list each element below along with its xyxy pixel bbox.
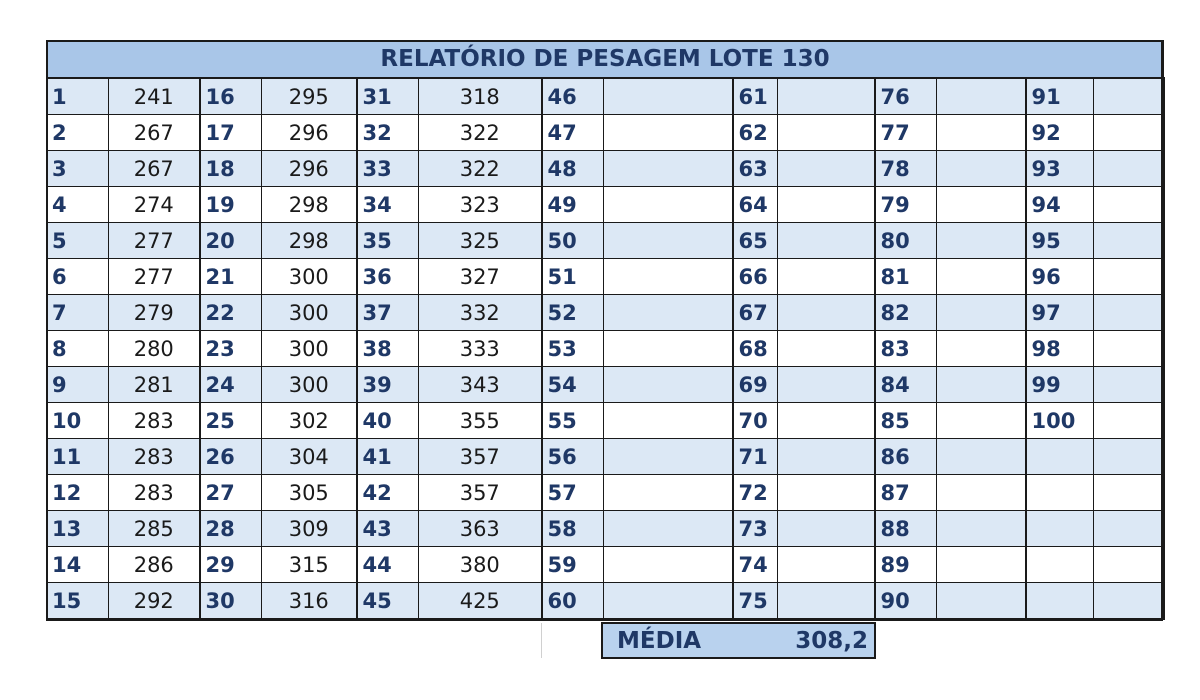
animal-number-cell: 6 xyxy=(47,259,109,295)
weight-cell: 355 xyxy=(419,403,542,439)
animal-number-cell: 44 xyxy=(357,547,419,583)
weight-cell xyxy=(604,78,733,115)
animal-number-cell: 97 xyxy=(1026,295,1094,331)
animal-number-cell: 36 xyxy=(357,259,419,295)
animal-number-cell: 4 xyxy=(47,187,109,223)
animal-number-cell xyxy=(1026,583,1094,620)
animal-number-cell: 77 xyxy=(875,115,937,151)
animal-number-cell: 88 xyxy=(875,511,937,547)
weight-cell: 425 xyxy=(419,583,542,620)
animal-number-cell: 24 xyxy=(200,367,262,403)
weight-cell: 283 xyxy=(109,403,200,439)
weight-cell: 332 xyxy=(419,295,542,331)
weight-cell xyxy=(778,583,875,620)
animal-number-cell: 42 xyxy=(357,475,419,511)
weight-cell xyxy=(604,583,733,620)
weight-cell xyxy=(1094,115,1164,151)
animal-number-cell: 92 xyxy=(1026,115,1094,151)
weight-cell: 298 xyxy=(262,223,357,259)
animal-number-cell: 3 xyxy=(47,151,109,187)
weight-cell xyxy=(778,547,875,583)
animal-number-cell: 15 xyxy=(47,583,109,620)
animal-number-cell: 56 xyxy=(542,439,604,475)
animal-number-cell: 7 xyxy=(47,295,109,331)
animal-number-cell: 62 xyxy=(733,115,778,151)
weight-cell xyxy=(778,439,875,475)
weight-cell: 280 xyxy=(109,331,200,367)
average-label: MÉDIA xyxy=(617,627,702,654)
weight-cell: 295 xyxy=(262,78,357,115)
animal-number-cell: 45 xyxy=(357,583,419,620)
animal-number-cell: 20 xyxy=(200,223,262,259)
table-row xyxy=(47,511,1164,547)
weight-cell xyxy=(778,151,875,187)
weight-cell xyxy=(937,115,1026,151)
animal-number-cell: 31 xyxy=(357,78,419,115)
animal-number-cell: 39 xyxy=(357,367,419,403)
weight-cell xyxy=(937,331,1026,367)
weight-cell xyxy=(937,223,1026,259)
weight-cell xyxy=(778,475,875,511)
table-row xyxy=(47,367,1164,403)
animal-number-cell: 14 xyxy=(47,547,109,583)
animal-number-cell: 28 xyxy=(200,511,262,547)
animal-number-cell: 99 xyxy=(1026,367,1094,403)
report-title: RELATÓRIO DE PESAGEM LOTE 130 xyxy=(47,41,1164,79)
weight-cell xyxy=(604,439,733,475)
weight-cell: 292 xyxy=(109,583,200,620)
weight-cell: 281 xyxy=(109,367,200,403)
weight-cell: 300 xyxy=(262,295,357,331)
animal-number-cell: 82 xyxy=(875,295,937,331)
weight-cell xyxy=(1094,583,1164,620)
weight-cell: 333 xyxy=(419,331,542,367)
animal-number-cell: 51 xyxy=(542,259,604,295)
animal-number-cell: 84 xyxy=(875,367,937,403)
animal-number-cell: 73 xyxy=(733,511,778,547)
animal-number-cell: 34 xyxy=(357,187,419,223)
weight-cell xyxy=(1094,367,1164,403)
animal-number-cell: 65 xyxy=(733,223,778,259)
animal-number-cell: 79 xyxy=(875,187,937,223)
table-row xyxy=(47,583,1164,620)
weight-cell: 277 xyxy=(109,223,200,259)
animal-number-cell: 30 xyxy=(200,583,262,620)
weight-cell: 286 xyxy=(109,547,200,583)
weight-cell: 316 xyxy=(262,583,357,620)
weight-cell: 309 xyxy=(262,511,357,547)
animal-number-cell: 78 xyxy=(875,151,937,187)
animal-number-cell: 83 xyxy=(875,331,937,367)
average-value: 308,2 xyxy=(795,627,868,654)
animal-number-cell: 1 xyxy=(47,78,109,115)
animal-number-cell: 41 xyxy=(357,439,419,475)
weight-cell xyxy=(937,439,1026,475)
animal-number-cell: 60 xyxy=(542,583,604,620)
weighing-report-table xyxy=(46,40,1165,620)
weight-cell xyxy=(1094,187,1164,223)
animal-number-cell: 17 xyxy=(200,115,262,151)
weight-cell xyxy=(778,187,875,223)
animal-number-cell: 61 xyxy=(733,78,778,115)
weight-cell: 322 xyxy=(419,151,542,187)
animal-number-cell: 59 xyxy=(542,547,604,583)
animal-number-cell: 5 xyxy=(47,223,109,259)
animal-number-cell: 85 xyxy=(875,403,937,439)
animal-number-cell: 21 xyxy=(200,259,262,295)
animal-number-cell: 48 xyxy=(542,151,604,187)
weight-cell xyxy=(604,187,733,223)
animal-number-cell: 66 xyxy=(733,259,778,295)
weight-cell xyxy=(778,403,875,439)
weight-cell: 302 xyxy=(262,403,357,439)
animal-number-cell: 57 xyxy=(542,475,604,511)
animal-number-cell: 32 xyxy=(357,115,419,151)
animal-number-cell: 91 xyxy=(1026,78,1094,115)
average-box xyxy=(601,622,876,659)
weight-cell: 343 xyxy=(419,367,542,403)
table-row xyxy=(47,403,1164,439)
animal-number-cell: 46 xyxy=(542,78,604,115)
animal-number-cell: 13 xyxy=(47,511,109,547)
weight-cell: 300 xyxy=(262,259,357,295)
weight-cell xyxy=(937,259,1026,295)
weight-cell: 325 xyxy=(419,223,542,259)
weight-cell xyxy=(604,475,733,511)
table-row xyxy=(47,151,1164,187)
weight-cell: 322 xyxy=(419,115,542,151)
animal-number-cell: 68 xyxy=(733,331,778,367)
weight-cell xyxy=(604,367,733,403)
animal-number-cell: 27 xyxy=(200,475,262,511)
animal-number-cell: 87 xyxy=(875,475,937,511)
weight-cell xyxy=(604,259,733,295)
animal-number-cell: 80 xyxy=(875,223,937,259)
weight-cell: 296 xyxy=(262,151,357,187)
weight-cell: 279 xyxy=(109,295,200,331)
animal-number-cell: 25 xyxy=(200,403,262,439)
table-row xyxy=(47,439,1164,475)
animal-number-cell: 69 xyxy=(733,367,778,403)
table-row xyxy=(47,547,1164,583)
animal-number-cell: 100 xyxy=(1026,403,1094,439)
weight-cell xyxy=(778,331,875,367)
table-row xyxy=(47,475,1164,511)
table-row xyxy=(47,115,1164,151)
animal-number-cell: 8 xyxy=(47,331,109,367)
table-row xyxy=(47,295,1164,331)
weight-cell: 304 xyxy=(262,439,357,475)
weight-cell: 315 xyxy=(262,547,357,583)
weight-cell xyxy=(937,151,1026,187)
weight-cell xyxy=(937,187,1026,223)
weight-cell xyxy=(604,115,733,151)
animal-number-cell xyxy=(1026,547,1094,583)
animal-number-cell: 37 xyxy=(357,295,419,331)
animal-number-cell: 47 xyxy=(542,115,604,151)
animal-number-cell: 23 xyxy=(200,331,262,367)
weight-cell xyxy=(778,115,875,151)
animal-number-cell: 58 xyxy=(542,511,604,547)
animal-number-cell: 35 xyxy=(357,223,419,259)
animal-number-cell: 93 xyxy=(1026,151,1094,187)
weight-cell: 296 xyxy=(262,115,357,151)
weight-cell: 274 xyxy=(109,187,200,223)
weight-cell xyxy=(1094,403,1164,439)
animal-number-cell: 96 xyxy=(1026,259,1094,295)
weight-cell xyxy=(937,583,1026,620)
weight-cell: 267 xyxy=(109,151,200,187)
weight-cell: 277 xyxy=(109,259,200,295)
weight-cell: 363 xyxy=(419,511,542,547)
animal-number-cell: 19 xyxy=(200,187,262,223)
animal-number-cell: 76 xyxy=(875,78,937,115)
weight-cell: 283 xyxy=(109,475,200,511)
weight-cell xyxy=(778,78,875,115)
weight-cell xyxy=(604,511,733,547)
animal-number-cell: 22 xyxy=(200,295,262,331)
animal-number-cell: 26 xyxy=(200,439,262,475)
animal-number-cell: 55 xyxy=(542,403,604,439)
animal-number-cell: 70 xyxy=(733,403,778,439)
weight-cell: 327 xyxy=(419,259,542,295)
weight-cell xyxy=(604,403,733,439)
animal-number-cell: 50 xyxy=(542,223,604,259)
animal-number-cell: 54 xyxy=(542,367,604,403)
weight-cell xyxy=(937,367,1026,403)
faint-gridline xyxy=(541,623,542,658)
weight-cell: 267 xyxy=(109,115,200,151)
weight-cell xyxy=(604,331,733,367)
weight-cell xyxy=(937,511,1026,547)
animal-number-cell: 40 xyxy=(357,403,419,439)
weight-cell xyxy=(937,78,1026,115)
animal-number-cell: 49 xyxy=(542,187,604,223)
animal-number-cell: 89 xyxy=(875,547,937,583)
weight-cell: 323 xyxy=(419,187,542,223)
weight-cell xyxy=(1094,295,1164,331)
animal-number-cell: 29 xyxy=(200,547,262,583)
animal-number-cell xyxy=(1026,511,1094,547)
weight-cell: 298 xyxy=(262,187,357,223)
weight-cell: 241 xyxy=(109,78,200,115)
animal-number-cell: 43 xyxy=(357,511,419,547)
weight-cell: 300 xyxy=(262,331,357,367)
animal-number-cell: 12 xyxy=(47,475,109,511)
weight-cell xyxy=(1094,439,1164,475)
weight-cell: 285 xyxy=(109,511,200,547)
animal-number-cell: 94 xyxy=(1026,187,1094,223)
animal-number-cell: 67 xyxy=(733,295,778,331)
animal-number-cell: 72 xyxy=(733,475,778,511)
animal-number-cell: 64 xyxy=(733,187,778,223)
animal-number-cell: 9 xyxy=(47,367,109,403)
animal-number-cell: 63 xyxy=(733,151,778,187)
weight-cell xyxy=(937,547,1026,583)
table-row xyxy=(47,259,1164,295)
animal-number-cell: 38 xyxy=(357,331,419,367)
animal-number-cell: 71 xyxy=(733,439,778,475)
weight-cell xyxy=(778,511,875,547)
weight-cell xyxy=(778,295,875,331)
weight-cell xyxy=(1094,259,1164,295)
weight-cell xyxy=(604,295,733,331)
animal-number-cell: 90 xyxy=(875,583,937,620)
weight-cell xyxy=(778,259,875,295)
animal-number-cell: 18 xyxy=(200,151,262,187)
weight-cell xyxy=(1094,511,1164,547)
weight-cell xyxy=(937,403,1026,439)
animal-number-cell: 86 xyxy=(875,439,937,475)
weight-cell xyxy=(937,475,1026,511)
weight-cell xyxy=(778,223,875,259)
weight-cell: 305 xyxy=(262,475,357,511)
animal-number-cell: 95 xyxy=(1026,223,1094,259)
weight-cell xyxy=(937,295,1026,331)
animal-number-cell: 11 xyxy=(47,439,109,475)
weight-cell: 318 xyxy=(419,78,542,115)
weight-cell xyxy=(1094,475,1164,511)
animal-number-cell: 16 xyxy=(200,78,262,115)
animal-number-cell: 75 xyxy=(733,583,778,620)
animal-number-cell: 52 xyxy=(542,295,604,331)
weight-cell: 357 xyxy=(419,439,542,475)
weight-cell xyxy=(778,367,875,403)
weight-cell xyxy=(1094,151,1164,187)
animal-number-cell: 81 xyxy=(875,259,937,295)
weight-cell xyxy=(1094,331,1164,367)
weight-cell: 380 xyxy=(419,547,542,583)
table-row xyxy=(47,331,1164,367)
weight-cell: 300 xyxy=(262,367,357,403)
animal-number-cell: 10 xyxy=(47,403,109,439)
animal-number-cell: 98 xyxy=(1026,331,1094,367)
animal-number-cell: 2 xyxy=(47,115,109,151)
weight-cell xyxy=(604,151,733,187)
weight-cell xyxy=(1094,223,1164,259)
animal-number-cell: 74 xyxy=(733,547,778,583)
animal-number-cell: 53 xyxy=(542,331,604,367)
animal-number-cell xyxy=(1026,439,1094,475)
table-row xyxy=(47,78,1164,115)
animal-number-cell xyxy=(1026,475,1094,511)
weight-cell xyxy=(1094,547,1164,583)
weight-cell xyxy=(1094,78,1164,115)
weight-cell: 283 xyxy=(109,439,200,475)
table-row xyxy=(47,187,1164,223)
animal-number-cell: 33 xyxy=(357,151,419,187)
table-row xyxy=(47,223,1164,259)
weight-cell: 357 xyxy=(419,475,542,511)
weight-cell xyxy=(604,547,733,583)
weight-cell xyxy=(604,223,733,259)
